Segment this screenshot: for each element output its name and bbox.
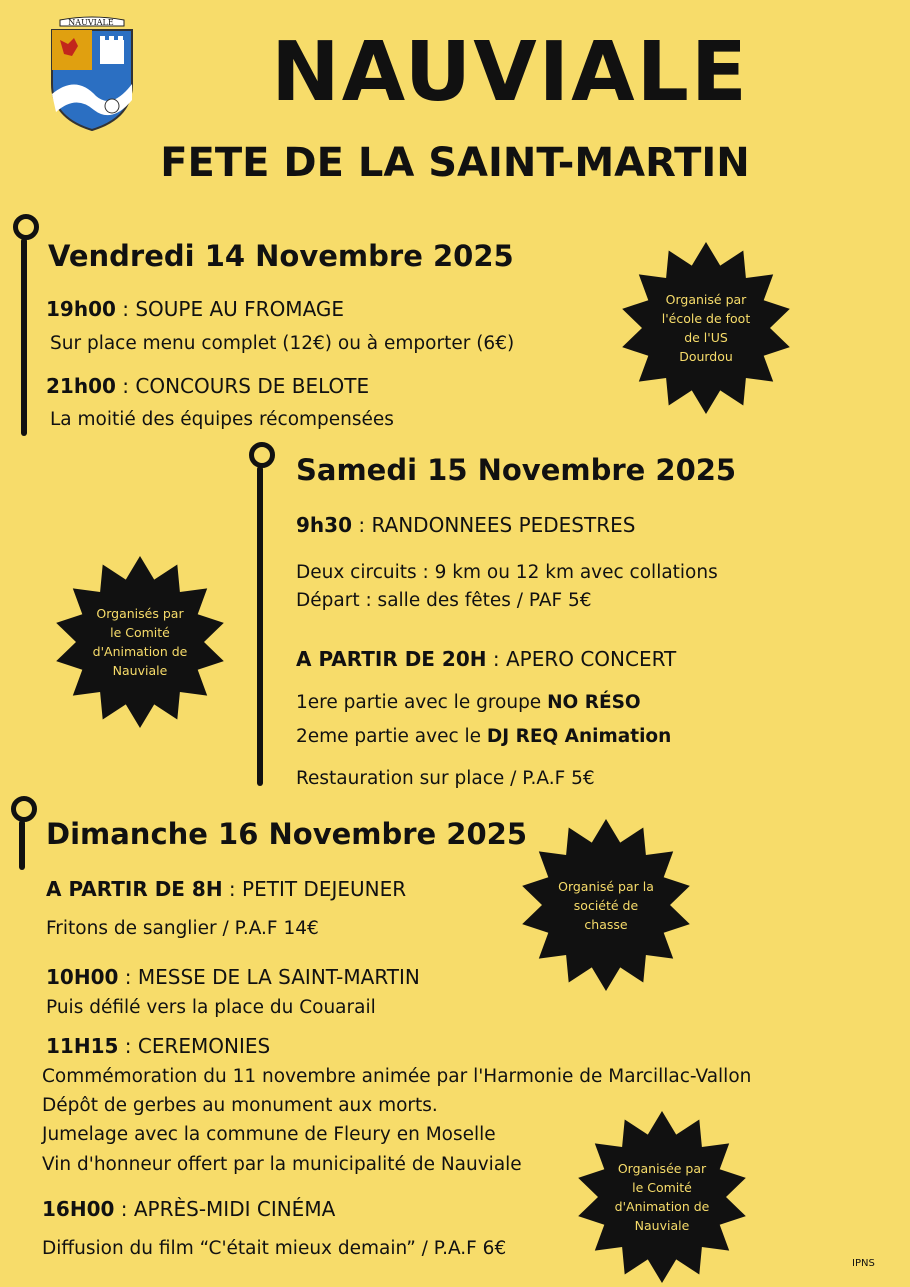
event-label: PETIT DEJEUNER [242,877,407,901]
event-petit-dejeuner: A PARTIR DE 8H : PETIT DEJEUNER [46,877,407,901]
organizer-badge: Organisée par le Comité d'Animation de Nauviale [572,1107,752,1287]
event-detail: Jumelage avec la commune de Fleury en Moselle [42,1124,496,1145]
event-detail: Commémoration du 11 novembre animée par l'Harmonie de Marcillac-Vallon [42,1066,752,1087]
event-time: 10H00 [46,965,119,989]
event-randonnees: 9h30 : RANDONNEES PEDESTRES [296,513,636,537]
event-detail: Puis défilé vers la place du Couarail [46,997,376,1018]
event-label: RANDONNEES PEDESTRES [371,513,636,537]
event-detail: 1ere partie avec le groupe NO RÉSO [296,692,641,713]
event-time: A PARTIR DE 20H [296,647,487,671]
event-detail: Deux circuits : 9 km ou 12 km avec collations [296,562,718,583]
event-messe: 10H00 : MESSE DE LA SAINT-MARTIN [46,965,420,989]
event-cinema: 16H00 : APRÈS-MIDI CINÉMA [42,1197,336,1221]
event-label: APERO CONCERT [505,647,677,671]
event-detail: 2eme partie avec le DJ REQ Animation [296,726,672,747]
event-detail: Sur place menu complet (12€) ou à emporter (6€) [50,333,515,354]
organizer-badge: Organisé par la société de chasse [516,815,696,995]
crest-shield-icon [46,14,138,134]
timeline-dot [249,442,275,468]
event-soupe: 19h00 : SOUPE AU FROMAGE [46,297,345,321]
event-ceremonies: 11H15 : CEREMONIES [46,1034,271,1058]
event-detail: Restauration sur place / P.A.F 5€ [296,768,595,789]
event-detail: Vin d'honneur offert par la municipalité de Nauviale [42,1154,522,1175]
day-title-saturday: Samedi 15 Novembre 2025 [296,453,737,487]
organizer-badge: Organisés par le Comité d'Animation de Nauviale [50,552,230,732]
crest-label: NAUVIALE [68,18,114,27]
page-subtitle: FETE DE LA SAINT-MARTIN [160,140,750,186]
organizer-badge: Organisé par l'école de foot de l'US Dourdou [616,238,796,418]
village-crest [46,14,138,134]
event-time: A PARTIR DE 8H [46,877,223,901]
event-label: CONCOURS DE BELOTE [135,374,370,398]
event-time: 11H15 [46,1034,119,1058]
event-label: MESSE DE LA SAINT-MARTIN [137,965,420,989]
timeline-line [19,820,25,870]
event-label: APRÈS-MIDI CINÉMA [133,1197,336,1221]
ipns-mark: IPNS [852,1258,875,1269]
event-belote: 21h00 : CONCOURS DE BELOTE [46,374,370,398]
event-time: 9h30 [296,513,352,537]
timeline-line [257,466,263,786]
event-label: CEREMONIES [137,1034,271,1058]
event-apero-concert: A PARTIR DE 20H : APERO CONCERT [296,647,677,671]
timeline-dot [11,796,37,822]
event-detail: La moitié des équipes récompensées [50,409,394,430]
day-title-friday: Vendredi 14 Novembre 2025 [48,239,514,273]
timeline-line [21,238,27,436]
event-time: 16H00 [42,1197,115,1221]
event-label: SOUPE AU FROMAGE [135,297,345,321]
event-time: 21h00 [46,374,116,398]
timeline-dot [13,214,39,240]
event-time: 19h00 [46,297,116,321]
page-title: NAUVIALE [271,25,749,120]
event-detail: Départ : salle des fêtes / PAF 5€ [296,590,592,611]
event-detail: Fritons de sanglier / P.A.F 14€ [46,918,319,939]
day-title-sunday: Dimanche 16 Novembre 2025 [46,817,528,851]
event-detail: Dépôt de gerbes au monument aux morts. [42,1095,438,1116]
event-detail: Diffusion du film “C'était mieux demain” / P.A.F 6€ [42,1238,507,1259]
